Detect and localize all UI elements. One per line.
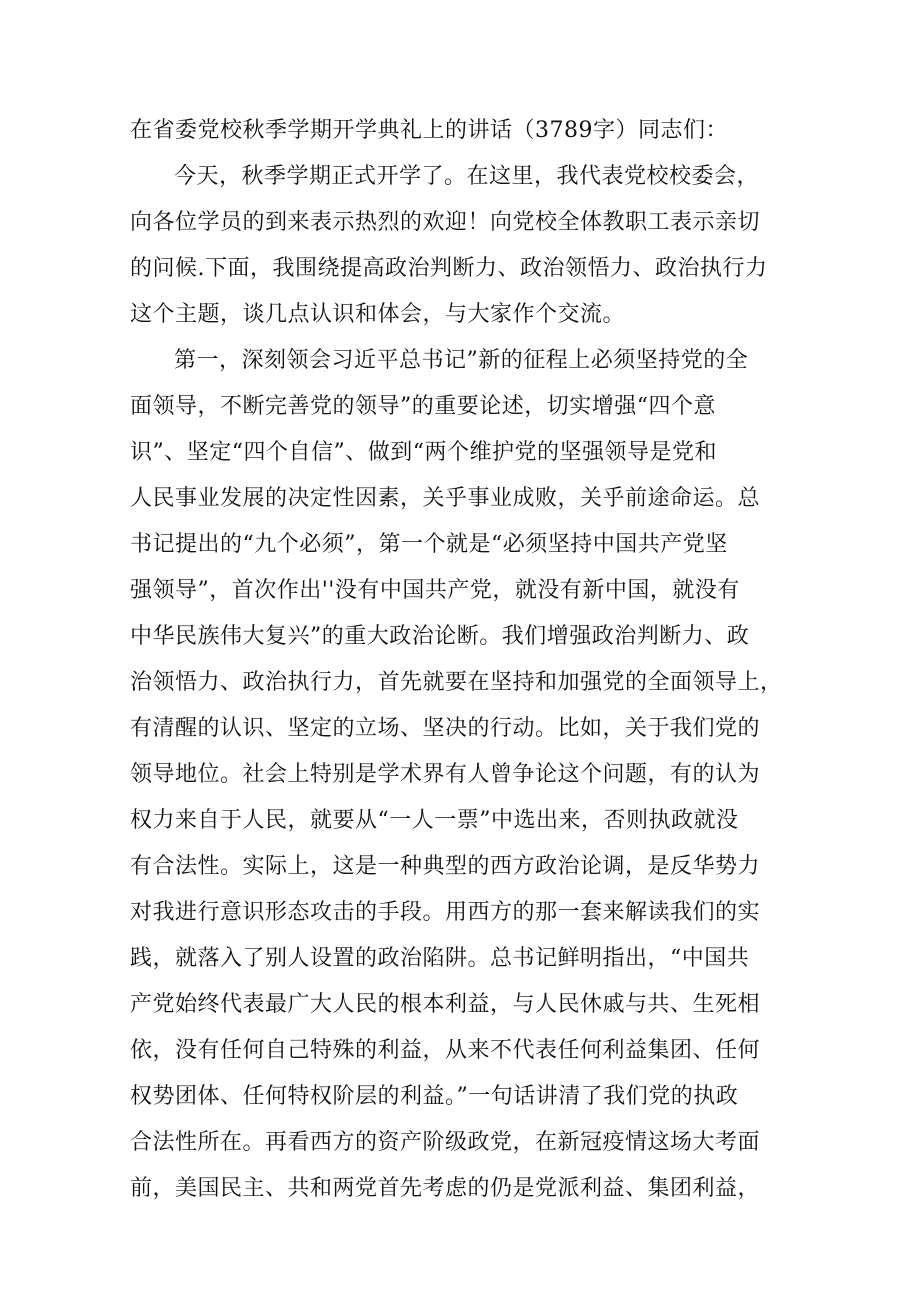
paragraph-2-line-4: 人民事业发展的决定性因素，关乎事业成败，关乎前途命运。总 bbox=[130, 486, 761, 511]
speech-text bbox=[130, 108, 800, 1212]
paragraph-1-line-2: 向各位学员的到来表示热烈的欢迎！向党校全体教职工表示亲切 bbox=[130, 210, 761, 235]
paragraph-2-line-9: 有清醒的认识、坚定的立场、坚决的行动。比如，关于我们党的 bbox=[130, 716, 761, 741]
title-line: 在省委党校秋季学期开学典礼上的讲话（3789字）同志们： bbox=[130, 118, 728, 143]
paragraph-2-line-12: 有合法性。实际上，这是一种典型的西方政治论调，是反华势力 bbox=[130, 854, 761, 879]
paragraph-2-line-18: 合法性所在。再看西方的资产阶级政党，在新冠疫情这场大考面 bbox=[130, 1130, 761, 1155]
paragraph-2-line-16: 依，没有任何自己特殊的利益，从来不代表任何利益集团、任何 bbox=[130, 1038, 761, 1063]
paragraph-2-line-1: 第一，深刻领会习近平总书记”新的征程上必须坚持党的全 bbox=[174, 348, 749, 373]
paragraph-2-line-17: 权势团体、任何特权阶层的利益。”一句话讲清了我们党的执政 bbox=[130, 1084, 739, 1109]
paragraph-2-line-8: 治领悟力、政治执行力，首先就要在坚持和加强党的全面领导上， bbox=[130, 670, 783, 695]
paragraph-1-line-1: 今天，秋季学期正式开学了。在这里，我代表党校校委会， bbox=[174, 164, 760, 189]
paragraph-2-line-15: 产党始终代表最广大人民的根本利益，与人民休戚与共、生死相 bbox=[130, 992, 761, 1017]
paragraph-2-line-5: 书记提出的“九个必须”，第一个就是“必须坚持中国共产党坚 bbox=[130, 532, 728, 557]
paragraph-2-line-6: 强领导”，首次作出''没有中国共产党，就没有新中国，就没有 bbox=[130, 578, 740, 603]
paragraph-1-line-3: 的问候.下面，我围绕提高政治判断力、政治领悟力、政治执行力 bbox=[130, 256, 768, 281]
paragraph-1-line-4: 这个主题，谈几点认识和体会，与大家作个交流。 bbox=[130, 302, 626, 327]
paragraph-2-line-3: 识”、坚定“四个自信”、做到“两个维护党的坚强领导是党和 bbox=[130, 440, 717, 465]
paragraph-2-line-13: 对我进行意识形态攻击的手段。用西方的那一套来解读我们的实 bbox=[130, 900, 761, 925]
paragraph-2-line-19: 前，美国民主、共和两党首先考虑的仍是党派利益、集团利益， bbox=[130, 1176, 761, 1201]
paragraph-2-line-14: 践，就落入了别人设置的政治陷阱。总书记鲜明指出，“中国共 bbox=[130, 946, 750, 971]
paragraph-2-line-11: 权力来自于人民，就要从“一人一票”中选出来，否则执政就没 bbox=[130, 808, 739, 833]
paragraph-2-line-10: 领导地位。社会上特别是学术界有人曾争论这个问题，有的认为 bbox=[130, 762, 761, 787]
paragraph-2-line-2: 面领导，不断完善党的领导”的重要论述，切实增强“四个意 bbox=[130, 394, 716, 419]
paragraph-2-line-7: 中华民族伟大复兴”的重大政治论断。我们增强政治判断力、政 bbox=[130, 624, 750, 649]
